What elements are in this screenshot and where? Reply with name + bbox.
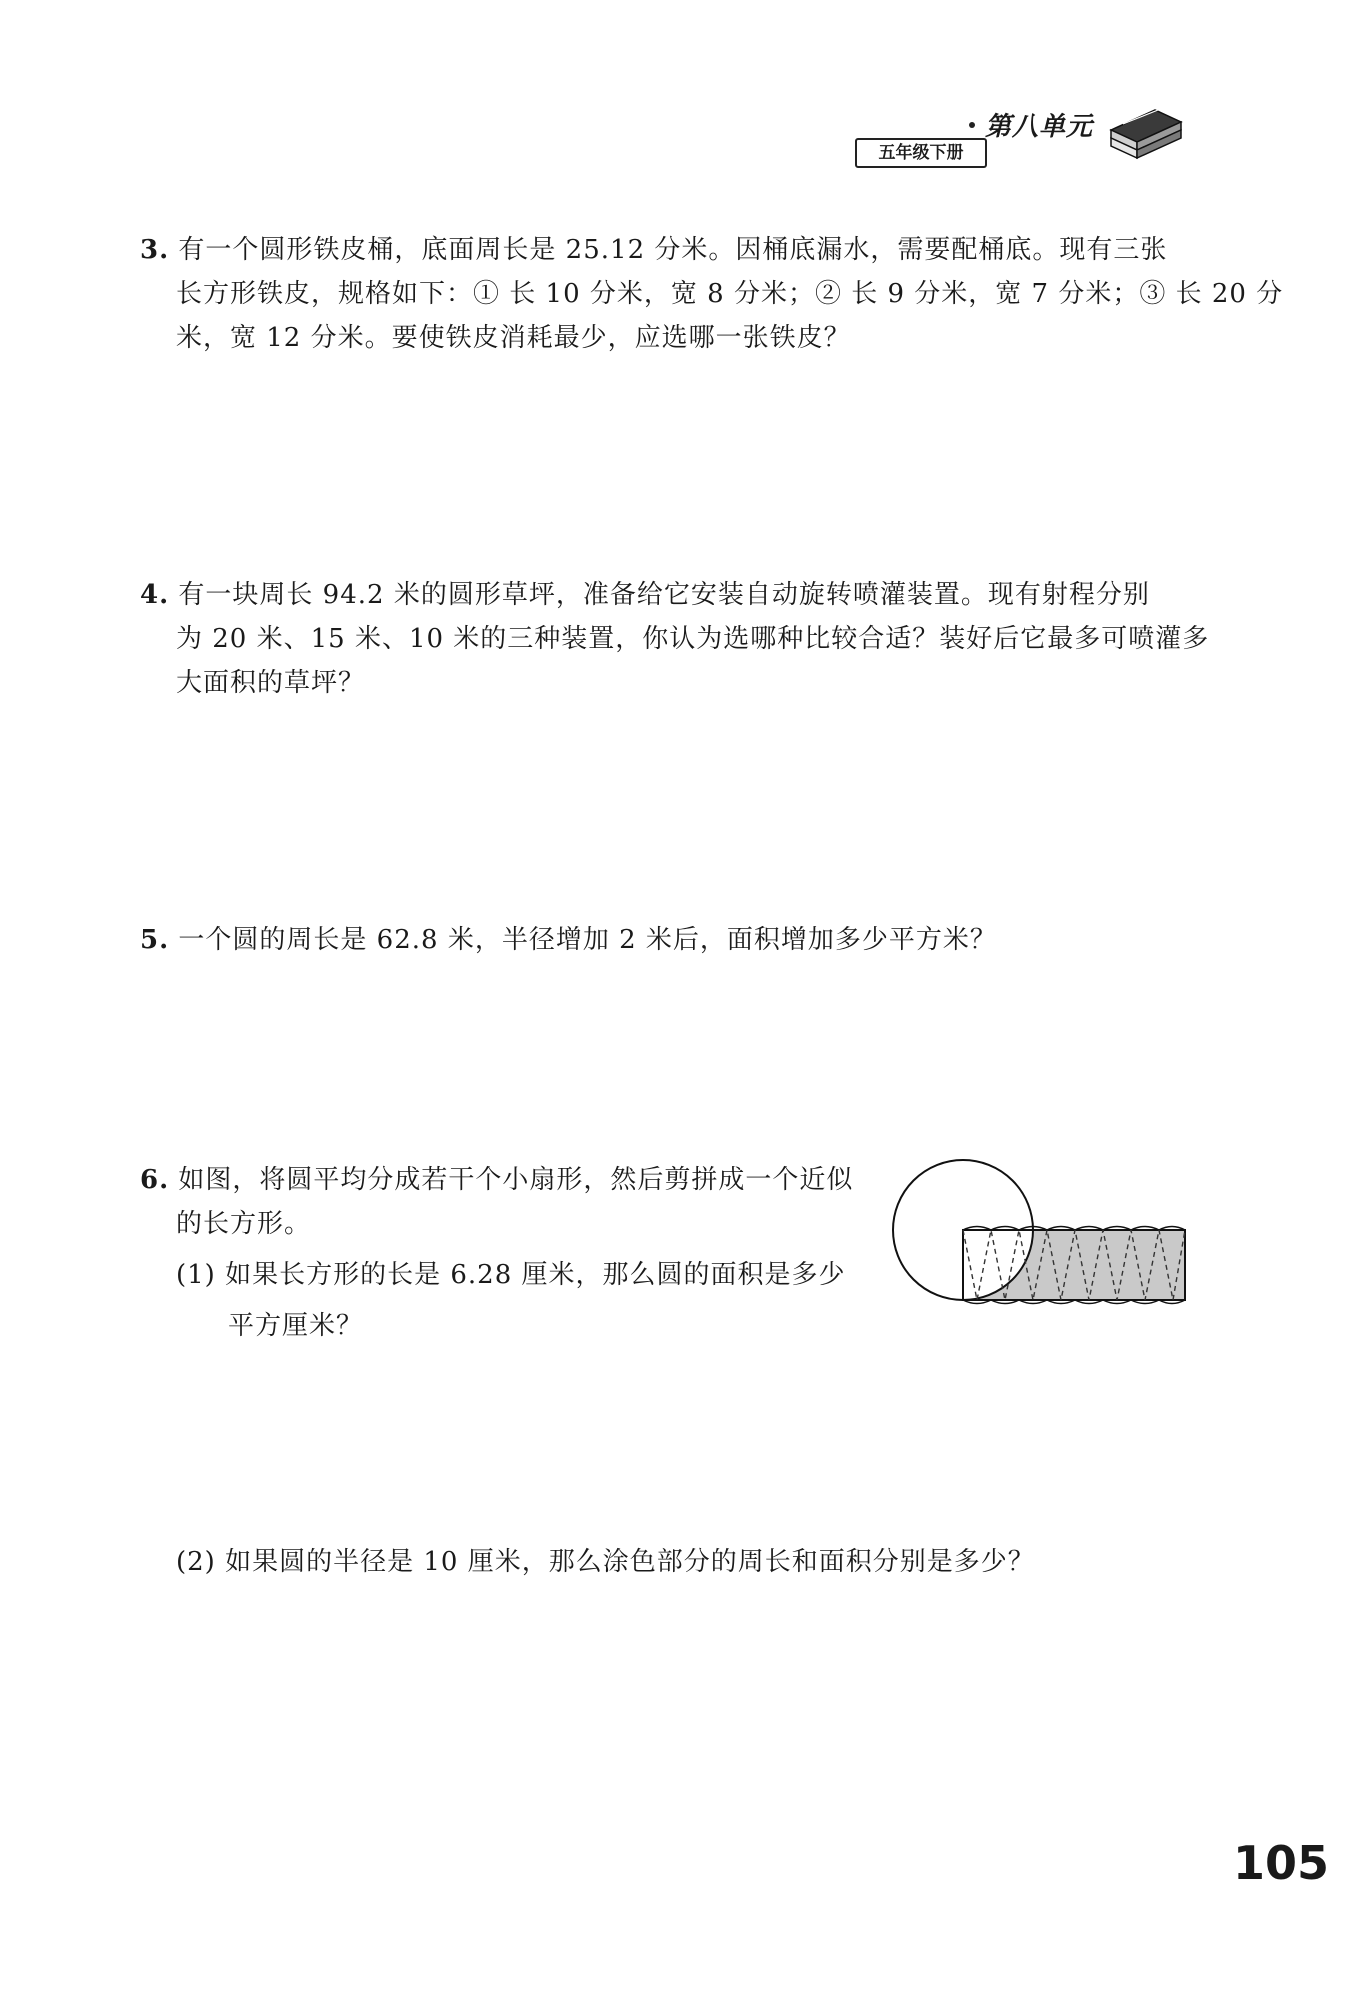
- header-dot: [969, 122, 975, 128]
- question-6-part-2: [176, 1540, 1035, 1584]
- page-number: 105: [1233, 1836, 1330, 1890]
- unit-header: [855, 100, 1195, 170]
- grade-label: 五年级下册: [855, 138, 987, 168]
- question-3: [140, 228, 1167, 272]
- question-line: 如图，将圆平均分成若干个小扇形，然后剪拼成一个近似: [178, 1165, 854, 1195]
- sub-question-line: 平方厘米？: [228, 1311, 364, 1341]
- question-6-line-2: [176, 1202, 311, 1246]
- question-6-part-1: [176, 1253, 846, 1297]
- question-line: 的长方形。: [176, 1209, 312, 1239]
- sub-question-line: (1) 如果长方形的长是 6.28 厘米，那么圆的面积是多少: [176, 1260, 846, 1290]
- question-number: 5.: [140, 925, 170, 955]
- sub-question-line: (2) 如果圆的半径是 10 厘米，那么涂色部分的周长和面积分别是多少？: [176, 1547, 1035, 1577]
- question-line: 有一个圆形铁皮桶，底面周长是 25.12 分米。因桶底漏水，需要配桶底。现有三张: [178, 235, 1168, 265]
- circle-sector-rectangle-figure: [892, 1158, 1198, 1308]
- question-line: 大面积的草坪？: [176, 668, 366, 698]
- question-line: 米，宽 12 分米。要使铁皮消耗最少，应选哪一张铁皮？: [176, 323, 851, 353]
- question-number: 6.: [140, 1165, 170, 1195]
- question-line: 一个圆的周长是 62.8 米，半径增加 2 米后，面积增加多少平方米？: [178, 925, 997, 955]
- question-3-line-2: [176, 272, 1283, 316]
- question-5: [140, 918, 997, 962]
- question-line: 有一块周长 94.2 米的圆形草坪，准备给它安装自动旋转喷灌装置。现有射程分别: [178, 580, 1150, 610]
- books-icon: [1105, 100, 1185, 160]
- question-3-line-3: [176, 316, 851, 360]
- question-number: 4.: [140, 580, 170, 610]
- question-4-line-3: [176, 661, 365, 705]
- question-4-line-2: [176, 617, 1209, 661]
- question-line: 为 20 米、15 米、10 米的三种装置，你认为选哪种比较合适？装好后它最多可喷灌多: [176, 624, 1210, 654]
- question-number: 3.: [140, 235, 170, 265]
- question-line: 长方形铁皮，规格如下：① 长 10 分米，宽 8 分米；② 长 9 分米，宽 7 分米；③ 长 20 分: [176, 279, 1284, 309]
- unit-title: 第八单元: [985, 112, 1094, 142]
- question-4: [140, 573, 1150, 617]
- question-6: [140, 1158, 853, 1202]
- question-6-part-1-line-2: [228, 1304, 363, 1348]
